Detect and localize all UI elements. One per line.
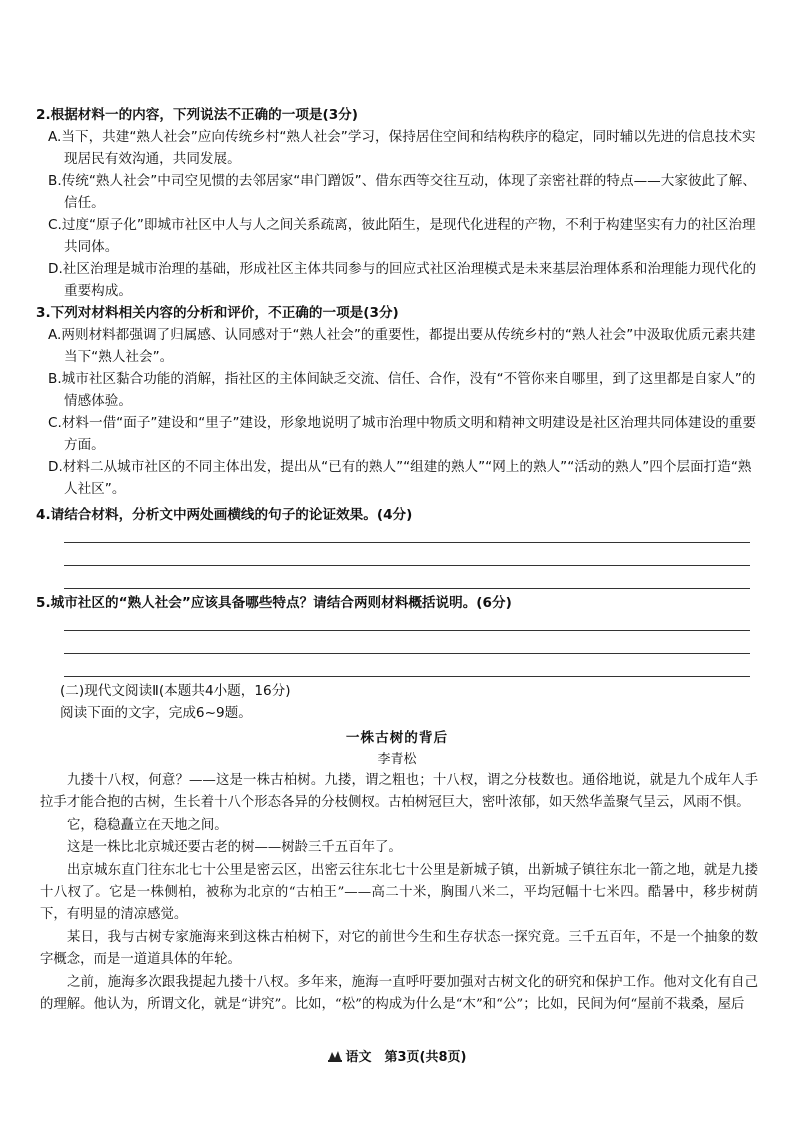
answer-line[interactable]: [64, 543, 750, 566]
article-paragraph: 它，稳稳矗立在天地之间。: [67, 817, 228, 833]
page-footer: [0, 1046, 794, 1065]
question-3-stem: 3.下列对材料相关内容的分析和评价，不正确的一项是(3分): [36, 305, 399, 321]
article-paragraph: 之前，施海多次跟我提起九搂十八杈。多年来，施海一直呼吁要加强对古树文化的研究和保护工作。他对文化有自己的理解。他认为，所谓文化，就是“讲究”。比如，“松”的构成为什么是“木”和“公”；比如，民间为何“屋前不栽桑，屋后: [40, 974, 758, 1013]
article-paragraph: 某日，我与古树专家施海来到这株古柏树下，对它的前世今生和生存状态一探究竟。三千五百年，不是一个抽象的数字概念，而是一道道具体的年轮。: [40, 929, 758, 968]
answer-line[interactable]: [64, 566, 750, 589]
question-3-option-b: B.城市社区黏合功能的消解，指社区的主体间缺乏交流、信任、合作，没有“不管你来自哪里，到了这里都是自家人”的情感体验。: [48, 371, 756, 409]
publisher-logo-icon: [328, 1050, 342, 1062]
question-5-answer-lines[interactable]: [64, 608, 750, 677]
question-3-option-d: D.材料二从城市社区的不同主体出发，提出从“已有的熟人”“组建的熟人”“网上的熟人”“活动的熟人”四个层面打造“熟人社区”。: [48, 459, 752, 497]
question-4-answer-lines[interactable]: [64, 520, 750, 589]
section-heading: (二)现代文阅读Ⅱ(本题共4小题，16分): [60, 683, 291, 699]
question-3-option-c: C.材料一借“面子”建设和“里子”建设，形象地说明了城市治理中物质文明和精神文明建设是社区治理共同体建设的重要方面。: [48, 415, 757, 453]
question-2-stem: 2.根据材料一的内容，下列说法不正确的一项是(3分): [36, 107, 358, 123]
article-paragraph: 出京城东直门往东北七十公里是密云区，出密云往东北七十公里是新城子镇，出新城子镇往东北一箭之地，就是九搂十八杈了。它是一株侧柏，被称为北京的“古柏王”——高二十米，胸围八米二，平均冠幅十七米四。酷暑中，移步树荫下，有明显的清凉感觉。: [40, 862, 758, 923]
answer-line[interactable]: [64, 520, 750, 543]
article-body: [40, 770, 758, 1016]
question-2: [36, 104, 760, 302]
question-4-stem: 4.请结合材料，分析文中两处画横线的句子的论证效果。(4分): [36, 507, 413, 523]
article-paragraph: 九搂十八杈，何意？——这是一株古柏树。九搂，谓之粗也；十八杈，谓之分枝数也。通俗地说，就是九个成年人手拉手才能合抱的古树，生长着十八个形态各异的分枝侧杈。古柏树冠巨大，密叶浓郁，如天然华盖聚气呈云，风雨不惧。: [40, 773, 758, 811]
article-author: 李青松: [377, 752, 417, 767]
question-5-stem: 5.城市社区的“熟人社会”应该具备哪些特点？请结合两则材料概括说明。(6分): [36, 595, 512, 611]
article-title: 一株古树的背后: [345, 730, 449, 746]
answer-line[interactable]: [64, 654, 750, 677]
question-3-option-a: A.两则材料都强调了归属感、认同感对于“熟人社会”的重要性，都提出要从传统乡村的“熟人社会”中汲取优质元素共建当下“熟人社会”。: [48, 327, 756, 365]
answer-line[interactable]: [64, 631, 750, 654]
footer-text: 语文 第3页(共8页): [345, 1050, 467, 1065]
question-2-option-d: D.社区治理是城市治理的基础，形成社区主体共同参与的回应式社区治理模式是未来基层治理体系和治理能力现代化的重要构成。: [48, 261, 757, 299]
question-2-option-b: B.传统“熟人社会”中司空见惯的去邻居家“串门蹭饭”、借东西等交往互动，体现了亲密社群的特点——大家彼此了解、信任。: [48, 173, 756, 211]
answer-line[interactable]: [64, 608, 750, 631]
article-paragraph: 这是一株比北京城还要古老的树——树龄三千五百年了。: [67, 840, 402, 856]
question-3: [36, 302, 760, 500]
section-instruction: 阅读下面的文字，完成6~9题。: [60, 705, 252, 721]
question-2-option-c: C.过度“原子化”即城市社区中人与人之间关系疏离，彼此陌生，是现代化进程的产物，不利于构建坚实有力的社区治理共同体。: [48, 217, 756, 255]
question-2-option-a: A.当下，共建“熟人社会”应向传统乡村“熟人社会”学习，保持居住空间和结构秩序的稳定，同时辅以先进的信息技术实现居民有效沟通，共同发展。: [48, 129, 756, 167]
